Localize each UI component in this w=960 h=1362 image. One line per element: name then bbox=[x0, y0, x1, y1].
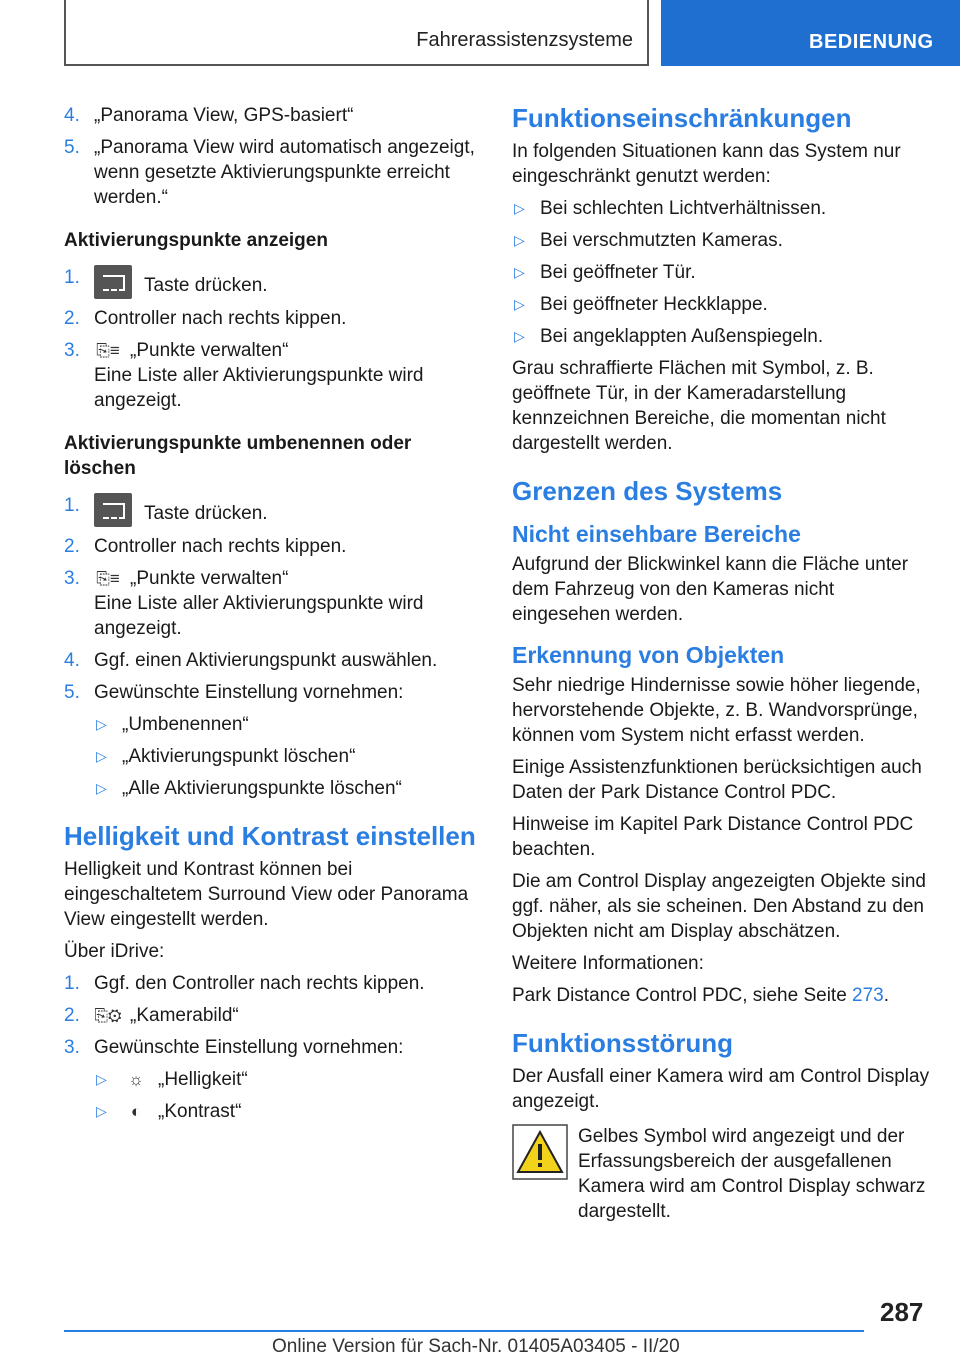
option-text: „Umbenennen“ bbox=[122, 714, 249, 735]
step-text: Taste drücken. bbox=[144, 503, 268, 524]
list-item bbox=[64, 265, 484, 299]
option-text: „Kontrast“ bbox=[158, 1101, 242, 1122]
step-number: 2. bbox=[64, 1005, 80, 1026]
step-number: 3. bbox=[64, 1037, 80, 1058]
page-number: 287 bbox=[880, 1297, 924, 1327]
subheading-show-points: Aktivierungspunkte anzeigen bbox=[64, 230, 328, 251]
triangle-bullet-icon: ▷ bbox=[96, 1103, 107, 1119]
step-text: „Punkte verwalten“ bbox=[130, 340, 289, 361]
subheading-rename-points: Aktivierungspunkte umbenennen oder löschen bbox=[64, 433, 412, 479]
step-text: „Kamerabild“ bbox=[130, 1005, 239, 1026]
section-title: Fahrerassistenzsysteme bbox=[416, 29, 633, 51]
triangle-bullet-icon: ▷ bbox=[514, 232, 525, 248]
triangle-bullet-icon: ▷ bbox=[96, 780, 107, 796]
warning-block bbox=[512, 1124, 932, 1224]
heading-object-detection: Erkennung von Objekten bbox=[512, 642, 785, 668]
heading-malfunction: Funktionsstörung bbox=[512, 1028, 733, 1058]
heading-system-limits: Grenzen des Systems bbox=[512, 476, 783, 506]
warning-text: Gelbes Symbol wird angezeigt und der Erfassungsbereich der ausgefallenen Kamera wird am Control Display schwarz dargestellt. bbox=[578, 1126, 926, 1222]
object-detection-text: Hinweise im Kapitel Park Distance Control PDC beachten. bbox=[512, 814, 914, 860]
step-number: 1. bbox=[64, 495, 80, 516]
list-item bbox=[64, 1003, 484, 1028]
step-text: Gewünschte Einstellung vornehmen: bbox=[94, 682, 404, 703]
header-chapter bbox=[661, 0, 960, 66]
camera-image-icon: ⎘⚙ bbox=[94, 1006, 122, 1025]
object-detection-text: Sehr niedrige Hindernisse sowie höher liegende, hervorstehende Objekte, z. B. Wandvorsprünge, können vom System nicht erfasst werden. bbox=[512, 675, 921, 746]
triangle-bullet-icon: ▷ bbox=[96, 716, 107, 732]
step-number: 5. bbox=[64, 137, 80, 158]
list-item bbox=[64, 971, 484, 996]
step-number: 1. bbox=[64, 267, 80, 288]
limitation-text: Bei geöffneter Tür. bbox=[540, 262, 696, 283]
heading-limitations: Funktionseinschränkungen bbox=[512, 103, 852, 133]
step-result: Eine Liste aller Aktivierungspunkte wird angezeigt. bbox=[94, 593, 424, 639]
triangle-bullet-icon: ▷ bbox=[514, 264, 525, 280]
option-text: „Aktivierungspunkt löschen“ bbox=[122, 746, 356, 767]
blind-areas-text: Aufgrund der Blickwinkel kann die Fläche unter dem Fahrzeug von den Kameras nicht eingesehen werden. bbox=[512, 554, 909, 625]
limitation-item bbox=[512, 292, 932, 317]
limitation-item bbox=[512, 228, 932, 253]
camera-button-icon bbox=[94, 493, 132, 527]
heading-brightness: Helligkeit und Kontrast einstellen bbox=[64, 821, 476, 851]
footer-text: Online Version für Sach-Nr. 01405A03405 - II/20 bbox=[272, 1336, 680, 1357]
limitation-text: Bei verschmutzten Kameras. bbox=[540, 230, 783, 251]
contrast-icon: ◐ bbox=[130, 1102, 142, 1121]
list-item bbox=[64, 493, 484, 527]
heading-blind-areas: Nicht einsehbare Bereiche bbox=[512, 521, 801, 547]
step-number: 3. bbox=[64, 568, 80, 589]
triangle-bullet-icon: ▷ bbox=[514, 328, 525, 344]
step-text: „Panorama View, GPS-basiert“ bbox=[94, 105, 354, 126]
list-item bbox=[64, 1035, 484, 1060]
warning-triangle-icon bbox=[512, 1124, 568, 1180]
triangle-bullet-icon: ▷ bbox=[96, 748, 107, 764]
limitation-item bbox=[512, 324, 932, 349]
triangle-bullet-icon: ▷ bbox=[96, 1071, 107, 1087]
limitation-text: Bei angeklappten Außenspiegeln. bbox=[540, 326, 824, 347]
brightness-icon: ☼ bbox=[128, 1070, 144, 1089]
step-number: 3. bbox=[64, 340, 80, 361]
points-list-icon: ⎘≡ bbox=[96, 569, 120, 588]
chapter-title: BEDIENUNG bbox=[809, 31, 934, 53]
idrive-label: Über iDrive: bbox=[64, 941, 165, 962]
header-section bbox=[64, 0, 649, 66]
option-item bbox=[64, 1067, 484, 1092]
step-text: Ggf. einen Aktivierungspunkt auswählen. bbox=[94, 650, 438, 671]
step-text: Gewünschte Einstellung vornehmen: bbox=[94, 1037, 404, 1058]
option-item bbox=[64, 776, 484, 801]
page-link[interactable]: 273 bbox=[852, 985, 884, 1006]
limitation-item bbox=[512, 260, 932, 285]
limitations-note: Grau schraffierte Flächen mit Symbol, z. B. geöffnete Tür, in der Kameradarstellung kennzeichnen Bereiche, die momentan nicht dargestellt werden. bbox=[512, 358, 886, 454]
option-text: „Helligkeit“ bbox=[158, 1069, 248, 1090]
left-column bbox=[64, 103, 484, 1131]
list-item bbox=[64, 306, 484, 331]
option-item bbox=[64, 712, 484, 737]
step-number: 5. bbox=[64, 682, 80, 703]
option-item bbox=[64, 744, 484, 769]
object-detection-text: Weitere Informationen: bbox=[512, 953, 704, 974]
reference-line bbox=[512, 983, 932, 1008]
step-number: 2. bbox=[64, 536, 80, 557]
list-item bbox=[64, 566, 484, 641]
step-number: 2. bbox=[64, 308, 80, 329]
step-number: 1. bbox=[64, 973, 80, 994]
list-item bbox=[64, 648, 484, 673]
limitations-intro: In folgenden Situationen kann das System nur eingeschränkt genutzt werden: bbox=[512, 141, 901, 187]
step-text: „Panorama View wird automatisch angezeigt, wenn gesetzte Aktivierungspunkte erreicht werden.“ bbox=[94, 137, 475, 208]
triangle-bullet-icon: ▷ bbox=[514, 296, 525, 312]
list-item bbox=[64, 338, 484, 413]
points-list-icon: ⎘≡ bbox=[96, 341, 120, 360]
list-item bbox=[64, 135, 484, 210]
option-text: „Alle Aktivierungspunkte löschen“ bbox=[122, 778, 402, 799]
step-number: 4. bbox=[64, 650, 80, 671]
reference-text: Park Distance Control PDC, siehe Seite bbox=[512, 985, 853, 1006]
triangle-bullet-icon: ▷ bbox=[514, 200, 525, 216]
step-result: Eine Liste aller Aktivierungspunkte wird angezeigt. bbox=[94, 365, 424, 411]
footer-rule bbox=[64, 1330, 864, 1332]
limitation-text: Bei schlechten Lichtverhältnissen. bbox=[540, 198, 827, 219]
reference-end: . bbox=[883, 985, 890, 1006]
camera-button-icon bbox=[94, 265, 132, 299]
step-text: Controller nach rechts kippen. bbox=[94, 536, 347, 557]
option-item bbox=[64, 1099, 484, 1124]
list-item bbox=[64, 680, 484, 705]
malfunction-text: Der Ausfall einer Kamera wird am Control Display angezeigt. bbox=[512, 1066, 930, 1112]
step-number: 4. bbox=[64, 105, 80, 126]
step-text: „Punkte verwalten“ bbox=[130, 568, 289, 589]
step-text: Taste drücken. bbox=[144, 275, 268, 296]
step-text: Ggf. den Controller nach rechts kippen. bbox=[94, 973, 425, 994]
object-detection-text: Einige Assistenzfunktionen berücksichtigen auch Daten der Park Distance Control PDC. bbox=[512, 757, 922, 803]
object-detection-text: Die am Control Display angezeigten Objekte sind ggf. näher, als sie scheinen. Den Abstand zu den Objekten nicht am Display abschätzen. bbox=[512, 871, 926, 942]
limitation-item bbox=[512, 196, 932, 221]
list-item bbox=[64, 103, 484, 128]
step-text: Controller nach rechts kippen. bbox=[94, 308, 347, 329]
list-item bbox=[64, 534, 484, 559]
right-column bbox=[512, 103, 932, 1224]
brightness-text: Helligkeit und Kontrast können bei eingeschaltetem Surround View oder Panorama View eingestellt werden. bbox=[64, 859, 469, 930]
limitation-text: Bei geöffneter Heckklappe. bbox=[540, 294, 768, 315]
